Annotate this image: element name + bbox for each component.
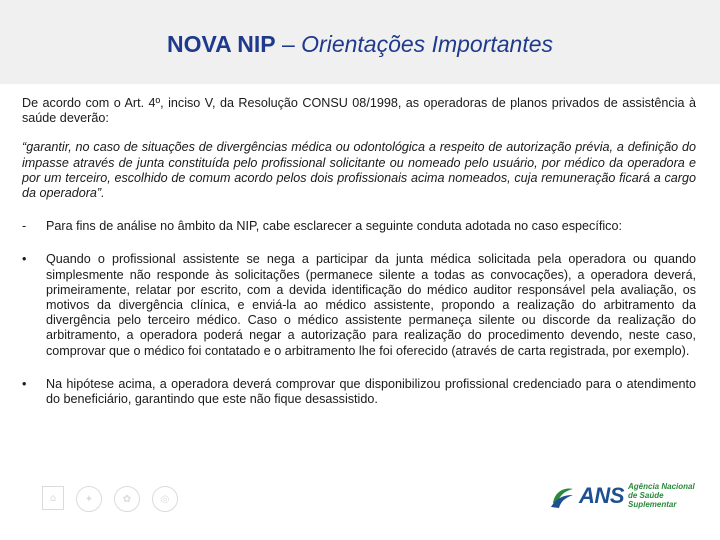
- slide-header: [0, 0, 720, 84]
- ans-swoosh-icon: [549, 483, 575, 509]
- circle-seal-icon: ◎: [152, 486, 178, 512]
- footer-seals: [42, 486, 178, 512]
- quote-paragraph: “garantir, no caso de situações de divergências médica ou odontológica a respeito de autorização prévia, a definição do impasse através de junta constituída pelo profissional solicitante ou nomeado pelo usuário, por médico da operadora e por um terceiro, escolhido de comum acordo pelos dois profissionais acima nomeados, cuja remuneração ficará a cargo da operadora”.: [22, 140, 696, 201]
- list-marker: -: [22, 219, 27, 234]
- ans-logo-subtitle: Agência Nacional de Saúde Suplementar: [628, 482, 695, 509]
- list-item: [22, 252, 696, 358]
- list-item-text: Para fins de análise no âmbito da NIP, cabe esclarecer a seguinte conduta adotada no caso específico:: [46, 219, 622, 234]
- slide-body: [22, 96, 696, 425]
- title-bold: NOVA NIP: [166, 30, 276, 57]
- title-italic: Orientações Importantes: [301, 30, 554, 57]
- list-item: [22, 377, 696, 407]
- list-marker: •: [22, 376, 27, 391]
- page-title: [167, 31, 553, 58]
- title-dash: –: [275, 30, 302, 57]
- intro-paragraph: De acordo com o Art. 4º, inciso V, da Resolução CONSU 08/1998, as operadoras de planos privados de assistência à saúde deverão:: [22, 96, 696, 126]
- list-item-text: Na hipótese acima, a operadora deverá comprovar que disponibilizou profissional credenciado para o atendimento do beneficiário, garantindo que este não fique desassistido.: [46, 376, 696, 407]
- ans-logo: [549, 482, 698, 509]
- list-item: [22, 219, 696, 234]
- circle-seal-icon: ✿: [114, 486, 140, 512]
- list-item-text: Quando o profissional assistente se nega a participar da junta médica solicitada pela operadora ou quando simplesmente não responde às solicitações (permanece silente a todas as convocações), a operadora deverá, primeiramente, relatar por escrito, com a devida identificação do médico auditor responsável pela avaliação, os motivos da divergência clínica, e enviá-la ao médico assistente, propondo a realização do arbitramento da divergência pelo terceiro médico. Caso o médico assistente permaneça silente ou discorde da realização do arbitramento, a operadora poderá negar a autorização para realização do procedimento devendo, neste caso, comprovar que o médico foi contatado e o arbitramento lhe foi oferecido (através de carta registrada, por exemplo).: [46, 252, 696, 358]
- ans-logo-text: ANS: [579, 482, 624, 508]
- building-seal-icon: ⌂: [42, 486, 64, 510]
- circle-seal-icon: ✦: [76, 486, 102, 512]
- list-marker: •: [22, 252, 27, 267]
